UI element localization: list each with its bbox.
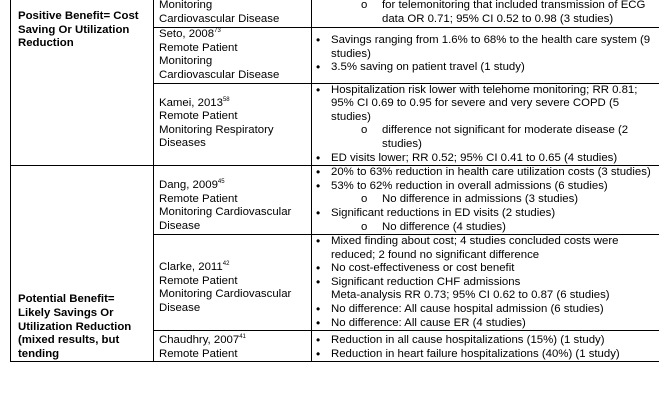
result-item: • Significant reduction CHF admissions (312, 276, 657, 290)
study-cell (154, 28, 312, 83)
study-line: Remote Patient (159, 347, 238, 360)
result-item: • Significant reductions in ED visits (2 studies) (312, 207, 657, 221)
study-line: Monitoring Respiratory (159, 123, 274, 136)
category-label: Potential Benefit= Likely Savings Or Utilization Reduction (mixed results, but tending (18, 293, 132, 360)
study-line: Remote Patient (159, 41, 238, 54)
study-line: Cardiovascular Disease (159, 68, 280, 81)
study-line: Cardiovascular Disease (159, 12, 280, 25)
study-cell (154, 331, 312, 362)
table-row (11, 0, 659, 28)
results-cell (312, 166, 659, 235)
results-cell (312, 0, 659, 28)
study-line: Remote Patient (159, 192, 238, 205)
study-line: Remote Patient (159, 274, 238, 287)
study-cell (154, 83, 312, 166)
study-name: Chaudhry, 2007$^{41}$ (159, 334, 246, 347)
category-cell-potential (11, 166, 154, 362)
result-item: • No difference: All cause ER (4 studies) (312, 317, 657, 331)
reference-number: 58 (222, 96, 230, 103)
result-item: • 3.5% saving on patient travel (1 study) (312, 61, 657, 75)
category-label: Positive Benefit= Cost Saving Or Utilization Reduction (18, 10, 139, 50)
study-line: Monitoring Cardiovascular (159, 288, 292, 301)
result-item: • Savings ranging from 1.6% to 68% to the health care system (9 studies) (312, 34, 657, 61)
result-subitem: o difference not significant for moderate disease (2 studies) (312, 124, 657, 151)
result-item: • No cost-effectiveness or cost benefit (312, 262, 657, 276)
study-line: Diseases (159, 137, 206, 150)
result-item: • 20% to 63% reduction in health care utilization costs (3 studies) (312, 166, 657, 180)
result-item: • Mixed finding about cost; 4 studies concluded costs were reduced; 2 found no significant difference (312, 235, 657, 262)
result-item: • Reduction in heart failure hospitalizations (40%) (1 study) (312, 348, 657, 362)
result-subitem: o No difference (4 studies) (312, 221, 657, 235)
reference-number: 73 (214, 28, 221, 35)
result-subitem: o No difference in admissions (3 studies) (312, 193, 657, 207)
study-name: Clarke, 2011$^{42}$ (159, 261, 230, 274)
study-cell (154, 166, 312, 235)
study-cell (154, 235, 312, 331)
results-cell (312, 83, 659, 166)
study-line: Monitoring (159, 55, 213, 68)
study-name: Dang, 2009$^{45}$ (159, 179, 225, 192)
result-item: • 53% to 62% reduction in overall admissions (6 studies) (312, 180, 657, 194)
results-cell (312, 331, 659, 362)
result-item: • Reduction in all cause hospitalizations (15%) (1 study) (312, 334, 657, 348)
reference-number: 42 (222, 261, 230, 268)
reference-number: 45 (217, 179, 225, 186)
evidence-table (10, 0, 659, 362)
study-name: Seto, 2008$^{73}$ (159, 28, 221, 41)
results-cell (312, 235, 659, 331)
study-line: Disease (159, 301, 201, 314)
study-line: Monitoring (159, 0, 213, 11)
table-row (11, 166, 659, 235)
study-name: Kamei, 2013$^{58}$ (159, 96, 230, 109)
study-line: Remote Patient (159, 110, 238, 123)
result-continuation: Meta-analysis RR 0.73; 95% CI 0.62 to 0.87 (6 studies) (331, 289, 610, 302)
results-cell (312, 28, 659, 83)
category-cell-positive (11, 0, 154, 166)
reference-number: 41 (239, 334, 246, 341)
study-cell (154, 0, 312, 28)
result-subitem: o for telemonitoring that included transmission of ECG data OR 0.71; 95% CI 0.52 to 0.98 (3 studies) (312, 0, 657, 26)
result-item: • No difference: All cause hospital admission (6 studies) (312, 303, 657, 317)
result-item: • ED visits lower; RR 0.52; 95% CI 0.41 to 0.65 (4 studies) (312, 152, 657, 166)
result-item: • Hospitalization risk lower with telehome monitoring; RR 0.81; 95% CI 0.69 to 0.95 for severe and very severe COPD (5 studies) (312, 84, 657, 125)
study-line: Monitoring Cardiovascular (159, 206, 292, 219)
study-line: Disease (159, 219, 201, 232)
